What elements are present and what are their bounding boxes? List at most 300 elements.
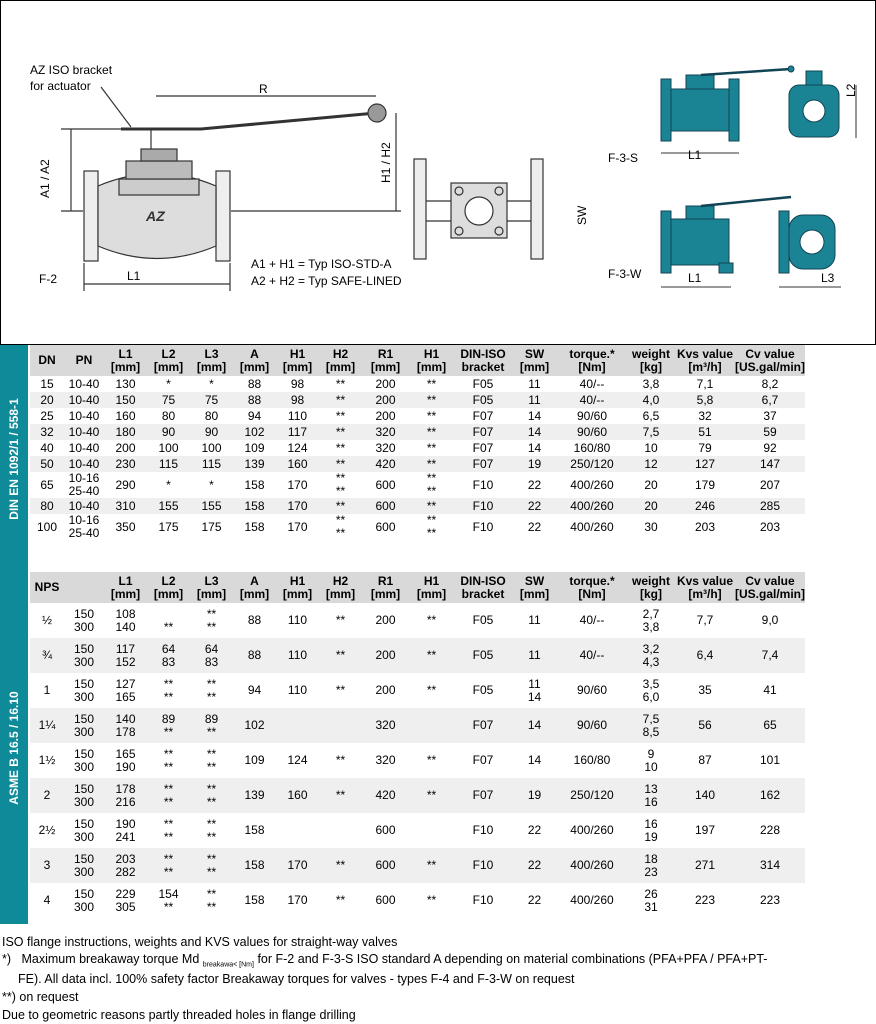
- table-cell: 124: [276, 743, 319, 778]
- din-header-title: torque.*: [569, 346, 615, 361]
- table-row: [30, 498, 805, 514]
- table-cell: 11: [512, 603, 557, 638]
- table-cell: 25: [30, 408, 64, 424]
- table-cell: 320: [362, 440, 409, 456]
- table-cell: 180: [104, 424, 147, 440]
- table-row: [30, 673, 805, 708]
- din-header-unit: [mm]: [519, 359, 550, 374]
- asme-header-title: R1: [377, 573, 394, 588]
- dim-l2-label: L2: [844, 83, 858, 97]
- table-cell: 79: [675, 440, 735, 456]
- asme-header-title: torque.*: [569, 573, 615, 588]
- table-cell: 117 152: [104, 638, 147, 673]
- table-cell: 10-40: [64, 392, 104, 408]
- dim-l1-f3w-label: L1: [688, 271, 702, 285]
- table-cell: 600: [362, 848, 409, 883]
- table-cell: **: [147, 603, 190, 638]
- table-cell: **: [409, 883, 454, 918]
- din-header-title: L1: [118, 346, 133, 361]
- table-cell: 150 300: [64, 638, 104, 673]
- din-header-10: [454, 345, 512, 376]
- table-cell: 170: [276, 848, 319, 883]
- table-cell: 6,4: [675, 638, 735, 673]
- table-cell: 14: [512, 743, 557, 778]
- din-header-unit: [mm]: [110, 359, 141, 374]
- figure-f3s-label: F-3-S: [608, 151, 638, 165]
- table-row: [30, 813, 805, 848]
- asme-header-5: [233, 572, 276, 603]
- table-cell: 22: [512, 514, 557, 540]
- table-cell: 223: [675, 883, 735, 918]
- table-cell: 203: [735, 514, 805, 540]
- table-cell: **: [319, 392, 362, 408]
- asme-header-title: H1: [423, 573, 440, 588]
- table-cell: F05: [454, 673, 512, 708]
- table-cell: 40/--: [557, 638, 627, 673]
- table-cell: 170: [276, 883, 319, 918]
- din-header-title: H2: [332, 346, 349, 361]
- table-cell: 320: [362, 743, 409, 778]
- asme-header-title: H1: [289, 573, 306, 588]
- table-cell: 35: [675, 673, 735, 708]
- table-cell: F05: [454, 392, 512, 408]
- asme-header-unit: [Nm]: [578, 586, 606, 601]
- table-cell: 158: [233, 848, 276, 883]
- din-header-unit: [mm]: [370, 359, 401, 374]
- table-cell: 18 23: [627, 848, 675, 883]
- table-cell: 90/60: [557, 673, 627, 708]
- table-cell: 7,5: [627, 424, 675, 440]
- table-cell: 127 165: [104, 673, 147, 708]
- table-cell: 175: [190, 514, 233, 540]
- table-cell: 420: [362, 778, 409, 813]
- table-cell: 3,8: [627, 376, 675, 392]
- footnote-title: ISO flange instructions, weights and KVS values for straight-way valves: [2, 935, 398, 949]
- table-cell: 150 300: [64, 708, 104, 743]
- din-header-title: H1: [423, 346, 440, 361]
- asme-header-title: L3: [204, 573, 219, 588]
- table-row: [30, 456, 805, 472]
- table-cell: 102: [233, 708, 276, 743]
- table-cell: 400/260: [557, 498, 627, 514]
- asme-header-1: [64, 572, 104, 603]
- table-cell: 100: [147, 440, 190, 456]
- din-header-title: Kvs value: [676, 346, 734, 361]
- table-cell: 30: [627, 514, 675, 540]
- table-cell: 94: [233, 408, 276, 424]
- table-cell: 127: [675, 456, 735, 472]
- table-row: [30, 708, 805, 743]
- table-cell: 246: [675, 498, 735, 514]
- table-row: [30, 883, 805, 918]
- table-cell: [319, 813, 362, 848]
- asme-header-3: [147, 572, 190, 603]
- dim-h-label: H1 / H2: [379, 142, 393, 183]
- table-cell: 4: [30, 883, 64, 918]
- din-header-unit: bracket: [461, 359, 505, 374]
- table-cell: 90/60: [557, 408, 627, 424]
- table-cell: 117: [276, 424, 319, 440]
- table-cell: 158: [233, 498, 276, 514]
- table-cell: 228: [735, 813, 805, 848]
- table-cell: 16 19: [627, 813, 675, 848]
- table-cell: F10: [454, 472, 512, 498]
- table-cell: 140: [675, 778, 735, 813]
- table-cell: 230: [104, 456, 147, 472]
- table-cell: [276, 708, 319, 743]
- table-row: [30, 424, 805, 440]
- table-cell: 5,8: [675, 392, 735, 408]
- table-cell: F07: [454, 743, 512, 778]
- din-spec-table: [30, 345, 805, 540]
- din-header-title: SW: [524, 346, 545, 361]
- table-row: [30, 778, 805, 813]
- asme-header-4: [190, 572, 233, 603]
- table-cell: 51: [675, 424, 735, 440]
- table-cell: 12: [627, 456, 675, 472]
- table-cell: 87: [675, 743, 735, 778]
- table-cell: 600: [362, 514, 409, 540]
- din-header-11: [512, 345, 557, 376]
- din-header-unit: [mm]: [416, 359, 447, 374]
- table-cell: F10: [454, 813, 512, 848]
- table-cell: 88: [233, 638, 276, 673]
- din-header-1: [64, 345, 104, 376]
- table-cell: ** **: [319, 472, 362, 498]
- table-cell: 11 14: [512, 673, 557, 708]
- dim-a-label: A1 / A2: [38, 159, 52, 198]
- table-cell: 10-40: [64, 376, 104, 392]
- din-header-title: L3: [204, 346, 219, 361]
- table-cell: 90/60: [557, 424, 627, 440]
- table-cell: **: [319, 778, 362, 813]
- table-cell: 65: [30, 472, 64, 498]
- dim-l1-main-label: L1: [127, 269, 141, 283]
- table-cell: 170: [276, 472, 319, 498]
- table-cell: 19: [512, 778, 557, 813]
- asme-header-unit: [US.gal/min]: [735, 586, 806, 601]
- table-cell: 7,4: [735, 638, 805, 673]
- asme-header-title: H2: [332, 573, 349, 588]
- table-cell: 56: [675, 708, 735, 743]
- table-cell: 207: [735, 472, 805, 498]
- table-cell: F10: [454, 848, 512, 883]
- table-cell: **: [409, 408, 454, 424]
- asme-header-8: [362, 572, 409, 603]
- table-cell: 158: [233, 514, 276, 540]
- table-row: [30, 440, 805, 456]
- table-cell: 1½: [30, 743, 64, 778]
- table-cell: 7,5 8,5: [627, 708, 675, 743]
- asme-header-14: [675, 572, 735, 603]
- table-cell: 170: [276, 498, 319, 514]
- table-row: [30, 638, 805, 673]
- asme-header-11: [512, 572, 557, 603]
- table-cell: 10-16 25-40: [64, 472, 104, 498]
- table-cell: **: [409, 440, 454, 456]
- asme-header-6: [276, 572, 319, 603]
- asme-sidebar-label: ASME B 16.5 / 16.10: [7, 691, 21, 805]
- table-cell: 2½: [30, 813, 64, 848]
- f3s-valve-drawing: [661, 66, 856, 153]
- side-valve-drawing: [414, 159, 543, 259]
- table-cell: ** **: [190, 883, 233, 918]
- table-cell: 200: [104, 440, 147, 456]
- table-cell: 14: [512, 708, 557, 743]
- table-cell: *: [190, 376, 233, 392]
- din-header-unit: [m³/h]: [688, 359, 722, 374]
- din-header-title: DIN-ISO: [460, 346, 506, 361]
- table-cell: **: [319, 603, 362, 638]
- bracket-label-1: AZ ISO bracket: [30, 63, 113, 77]
- table-cell: 223: [735, 883, 805, 918]
- asme-header-unit: [mm]: [325, 586, 356, 601]
- din-header-unit: [US.gal/min]: [735, 359, 806, 374]
- table-cell: 50: [30, 456, 64, 472]
- table-cell: 150: [104, 392, 147, 408]
- note-a1-h1: A1 + H1 = Typ ISO-STD-A: [251, 257, 392, 271]
- asme-header-title: DIN-ISO: [460, 573, 506, 588]
- table-cell: 90: [190, 424, 233, 440]
- table-cell: 600: [362, 813, 409, 848]
- table-cell: 6,5: [627, 408, 675, 424]
- table-cell: 400/260: [557, 514, 627, 540]
- table-cell: **: [409, 498, 454, 514]
- table-cell: 150 300: [64, 883, 104, 918]
- table-cell: 158: [233, 883, 276, 918]
- table-cell: 6,7: [735, 392, 805, 408]
- din-header-unit: [mm]: [282, 359, 313, 374]
- table-cell: 178 216: [104, 778, 147, 813]
- din-header-unit: [mm]: [239, 359, 270, 374]
- table-cell: 110: [276, 673, 319, 708]
- dim-l3-label: L3: [821, 271, 835, 285]
- table-cell: ** **: [190, 778, 233, 813]
- asme-header-title: weight: [632, 573, 670, 588]
- table-cell: 203: [675, 514, 735, 540]
- table-cell: 160: [276, 778, 319, 813]
- table-cell: 10-40: [64, 456, 104, 472]
- table-cell: 40/--: [557, 376, 627, 392]
- table-cell: **: [409, 638, 454, 673]
- table-cell: 59: [735, 424, 805, 440]
- table-row: [30, 743, 805, 778]
- table-cell: 101: [735, 743, 805, 778]
- table-cell: 400/260: [557, 472, 627, 498]
- asme-header-unit: [m³/h]: [688, 586, 722, 601]
- table-cell: **: [319, 498, 362, 514]
- figure-f3w-label: F-3-W: [608, 267, 642, 281]
- table-cell: ** **: [147, 848, 190, 883]
- din-header-title: DN: [38, 353, 56, 367]
- table-cell: F07: [454, 408, 512, 424]
- table-cell: 110: [276, 603, 319, 638]
- table-cell: ** **: [409, 472, 454, 498]
- table-cell: 32: [675, 408, 735, 424]
- din-header-6: [276, 345, 319, 376]
- table-cell: **: [319, 376, 362, 392]
- table-cell: **: [319, 424, 362, 440]
- table-cell: 9,0: [735, 603, 805, 638]
- table-cell: ** **: [409, 514, 454, 540]
- table-row: [30, 408, 805, 424]
- table-cell: 190 241: [104, 813, 147, 848]
- table-cell: 10-40: [64, 424, 104, 440]
- table-cell: **: [319, 638, 362, 673]
- table-cell: 41: [735, 673, 805, 708]
- asme-header-unit: [mm]: [110, 586, 141, 601]
- table-cell: 110: [276, 638, 319, 673]
- asme-header-title: Kvs value: [676, 573, 734, 588]
- table-cell: F05: [454, 376, 512, 392]
- table-cell: ** **: [190, 813, 233, 848]
- din-header-unit: [mm]: [325, 359, 356, 374]
- table-cell: 98: [276, 376, 319, 392]
- table-cell: 9 10: [627, 743, 675, 778]
- table-cell: **: [409, 673, 454, 708]
- footnote-star-prefix: *): [2, 952, 12, 966]
- table-cell: 108 140: [104, 603, 147, 638]
- din-header-13: [627, 345, 675, 376]
- table-cell: **: [319, 883, 362, 918]
- table-cell: **: [319, 848, 362, 883]
- table-cell: 88: [233, 376, 276, 392]
- table-cell: ** **: [190, 743, 233, 778]
- table-cell: 175: [147, 514, 190, 540]
- din-header-0: [30, 345, 64, 376]
- asme-header-unit: [mm]: [519, 586, 550, 601]
- asme-sidebar: [0, 572, 28, 924]
- table-cell: 150 300: [64, 743, 104, 778]
- table-row: [30, 376, 805, 392]
- din-header-7: [319, 345, 362, 376]
- table-cell: 75: [147, 392, 190, 408]
- table-cell: 400/260: [557, 883, 627, 918]
- asme-header-15: [735, 572, 805, 603]
- table-cell: 89 **: [147, 708, 190, 743]
- table-cell: 600: [362, 472, 409, 498]
- table-cell: 89 **: [190, 708, 233, 743]
- table-cell: 37: [735, 408, 805, 424]
- table-cell: 92: [735, 440, 805, 456]
- table-row: [30, 848, 805, 883]
- table-cell: 140 178: [104, 708, 147, 743]
- table-cell: 2: [30, 778, 64, 813]
- table-cell: 160/80: [557, 440, 627, 456]
- table-cell: 124: [276, 440, 319, 456]
- table-cell: *: [190, 472, 233, 498]
- table-cell: 200: [362, 376, 409, 392]
- table-cell: F07: [454, 456, 512, 472]
- table-cell: **: [319, 440, 362, 456]
- table-cell: 200: [362, 638, 409, 673]
- table-cell: 229 305: [104, 883, 147, 918]
- table-cell: F07: [454, 424, 512, 440]
- table-cell: 10-40: [64, 440, 104, 456]
- asme-header-unit: [mm]: [196, 586, 227, 601]
- figure-f2-label: F-2: [39, 272, 57, 286]
- din-header-title: R1: [377, 346, 394, 361]
- table-row: [30, 392, 805, 408]
- din-header-title: L2: [161, 346, 176, 361]
- table-cell: 14: [512, 440, 557, 456]
- table-cell: 88: [233, 603, 276, 638]
- table-cell: 139: [233, 456, 276, 472]
- table-cell: 4,0: [627, 392, 675, 408]
- din-header-4: [190, 345, 233, 376]
- din-header-12: [557, 345, 627, 376]
- table-cell: ** **: [190, 673, 233, 708]
- table-cell: 150 300: [64, 848, 104, 883]
- din-header-unit: [kg]: [640, 359, 662, 374]
- dim-sw-label: SW: [575, 205, 589, 225]
- table-cell: **: [409, 376, 454, 392]
- table-cell: [409, 708, 454, 743]
- table-cell: ** **: [147, 743, 190, 778]
- table-cell: [276, 813, 319, 848]
- table-cell: 40: [30, 440, 64, 456]
- table-cell: 150 300: [64, 813, 104, 848]
- table-cell: 310: [104, 498, 147, 514]
- table-cell: 13 16: [627, 778, 675, 813]
- table-cell: 170: [276, 514, 319, 540]
- din-header-2: [104, 345, 147, 376]
- bracket-label-2: for actuator: [30, 79, 91, 93]
- table-cell: 160: [276, 456, 319, 472]
- table-cell: 40/--: [557, 392, 627, 408]
- table-cell: 158: [233, 472, 276, 498]
- table-cell: 22: [512, 472, 557, 498]
- din-header-title: A: [250, 346, 259, 361]
- table-cell: **: [319, 456, 362, 472]
- asme-header-title: Cv value: [745, 573, 795, 588]
- table-cell: 250/120: [557, 778, 627, 813]
- table-cell: 20: [627, 498, 675, 514]
- table-cell: 160: [104, 408, 147, 424]
- asme-header-title: NPS: [34, 580, 60, 594]
- table-cell: 600: [362, 498, 409, 514]
- din-header-unit: [mm]: [153, 359, 184, 374]
- footnote-threaded-holes: Due to geometric reasons partly threaded holes in flange drilling: [2, 1008, 356, 1022]
- table-row: [30, 603, 805, 638]
- table-cell: 130: [104, 376, 147, 392]
- table-cell: 285: [735, 498, 805, 514]
- table-cell: 88: [233, 392, 276, 408]
- table-cell: F05: [454, 603, 512, 638]
- table-cell: [409, 813, 454, 848]
- table-cell: **: [409, 848, 454, 883]
- table-cell: F07: [454, 778, 512, 813]
- table-cell: 90: [147, 424, 190, 440]
- table-cell: 100: [190, 440, 233, 456]
- din-header-9: [409, 345, 454, 376]
- table-cell: ** **: [319, 514, 362, 540]
- table-cell: **: [319, 743, 362, 778]
- table-cell: 160/80: [557, 743, 627, 778]
- table-cell: F10: [454, 498, 512, 514]
- table-cell: 10-40: [64, 408, 104, 424]
- table-cell: 98: [276, 392, 319, 408]
- table-cell: 200: [362, 673, 409, 708]
- table-cell: 19: [512, 456, 557, 472]
- asme-header-unit: [kg]: [640, 586, 662, 601]
- table-cell: 90/60: [557, 708, 627, 743]
- table-cell: ** **: [147, 778, 190, 813]
- table-cell: ½: [30, 603, 64, 638]
- table-cell: 20: [627, 472, 675, 498]
- table-cell: 64 83: [190, 638, 233, 673]
- table-cell: 7,1: [675, 376, 735, 392]
